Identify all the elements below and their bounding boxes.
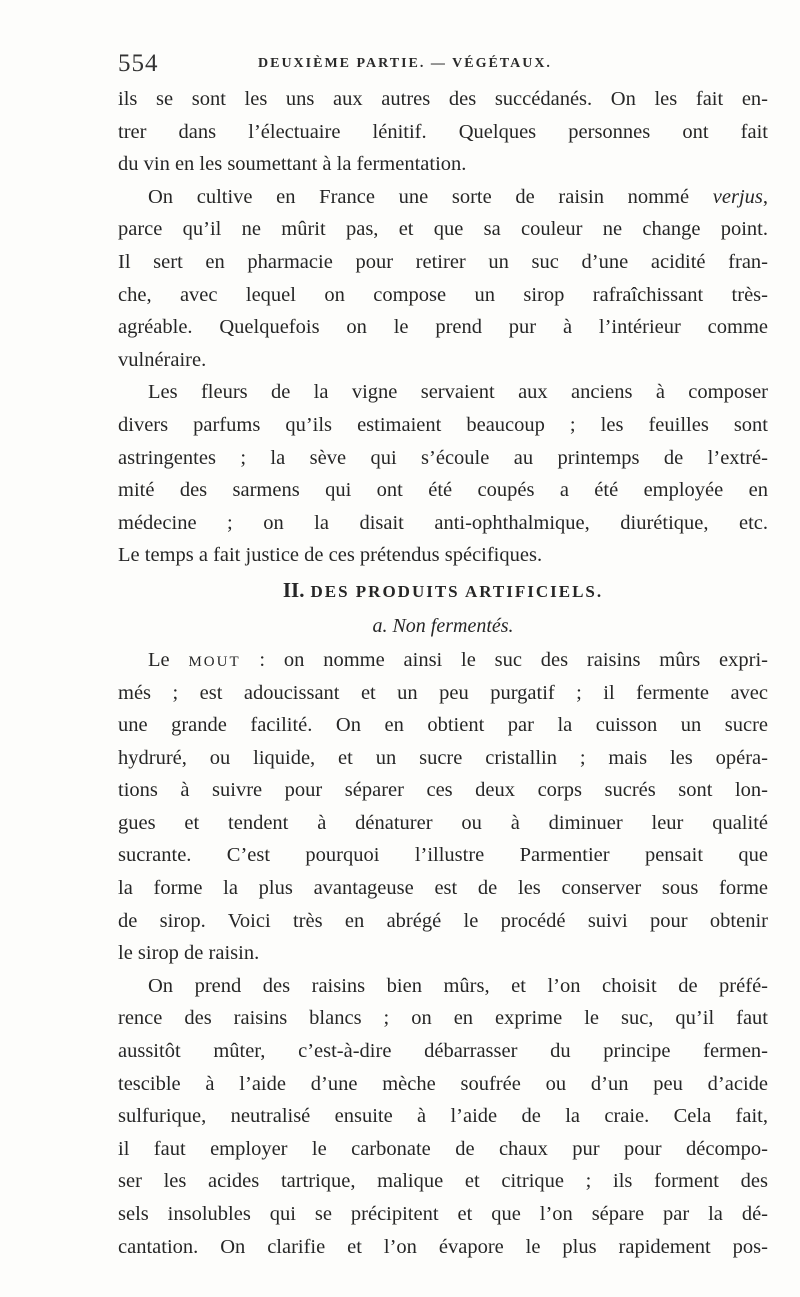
text-line: cantation. On clarifie et l’on évapore le plus rapidement pos-: [118, 1235, 768, 1258]
text-line: més ; est adoucissant et un peu purgatif ; il fermente avec: [118, 681, 768, 704]
text-line: sels insolubles qui se précipitent et que l’on sépare par la dé-: [118, 1203, 768, 1225]
running-title: DEUXIÈME PARTIE. — VÉGÉTAUX.: [258, 56, 552, 71]
text-line: divers parfums qu’ils estimaient beaucoup ; les feuilles sont: [118, 413, 768, 436]
text-run: ,: [762, 185, 769, 208]
running-head: [118, 50, 758, 80]
text-line: de sirop. Voici très en abrégé le procédé suivi pour obtenir: [118, 909, 768, 932]
text-line: ser les acides tartrique, malique et citrique ; ils forment des: [118, 1170, 768, 1193]
paragraph: [118, 644, 768, 970]
section-heading: [118, 572, 768, 608]
text-line: gues et tendent à dénaturer ou à diminuer leur qualité: [118, 811, 768, 834]
text-line: Les fleurs de la vigne servaient aux anciens à composer: [148, 381, 768, 404]
text-line: la forme la plus avantageuse est de les conserver sous forme: [118, 877, 768, 900]
text-line: astringentes ; la sève qui s’écoule au printemps de l’extré-: [118, 446, 768, 469]
text-line: trer dans l’électuaire lénitif. Quelques personnes ont fait: [118, 120, 768, 143]
text-line: médecine ; on la disait anti-ophthalmique, diurétique, etc.: [118, 511, 768, 534]
italic-term: verjus: [712, 185, 763, 208]
paragraph: [118, 181, 768, 377]
text-run: : on nomme ainsi le suc des raisins mûrs expri-: [259, 648, 769, 671]
text-line: tions à suivre pour séparer ces deux corps sucrés sont lon-: [118, 779, 768, 802]
text-line: aussitôt mûter, c’est-à-dire débarrasser du principe fermen-: [118, 1040, 768, 1063]
text-line: mité des sarmens qui ont été coupés a été employée en: [118, 479, 768, 502]
text-line: sulfurique, neutralisé ensuite à l’aide de la craie. Cela fait,: [118, 1105, 768, 1128]
text-line: Le temps a fait justice de ces prétendus spécifiques.: [118, 544, 543, 567]
section-title: DES PRODUITS ARTIFICIELS.: [310, 581, 604, 601]
text-line: Il sert en pharmacie pour retirer un suc d’une acidité fran-: [118, 250, 768, 273]
body-text: [118, 83, 768, 1263]
text-line: il faut employer le carbonate de chaux pur pour décompo-: [118, 1137, 768, 1160]
paragraph: [118, 970, 768, 1263]
sub-heading-letter: a.: [372, 614, 388, 637]
page-number: 554: [118, 50, 159, 77]
term-smallcaps: MOUT: [188, 653, 241, 670]
text-line: parce qu’il ne mûrit pas, et que sa couleur ne change point.: [118, 218, 768, 241]
text-line: vulnéraire.: [118, 348, 207, 371]
text-line: che, avec lequel on compose un sirop rafraîchissant très-: [118, 283, 768, 306]
sub-heading-title: Non fermentés.: [392, 614, 514, 637]
text-line: On prend des raisins bien mûrs, et l’on choisit de préfé-: [148, 974, 768, 997]
text-line: agréable. Quelquefois on le prend pur à l’intérieur comme: [118, 316, 768, 339]
text-run: On cultive en France une sorte de raisin nommé: [148, 185, 690, 208]
section-number: II.: [282, 577, 305, 602]
text-line: sucrante. C’est pourquoi l’illustre Parmentier pensait que: [118, 844, 768, 867]
text-line: une grande facilité. On en obtient par la cuisson un sucre: [118, 714, 768, 737]
text-line: rence des raisins blancs ; on en exprime le suc, qu’il faut: [118, 1007, 768, 1030]
text-line: [118, 181, 768, 214]
text-run: Le: [148, 648, 170, 671]
sub-heading: [118, 608, 768, 644]
text-line: hydruré, ou liquide, et un sucre cristallin ; mais les opéra-: [118, 746, 768, 769]
paragraph: [118, 83, 768, 181]
text-line: du vin en les soumettant à la fermentation.: [118, 153, 467, 176]
text-line: ils se sont les uns aux autres des succédanés. On les fait en-: [118, 88, 768, 110]
text-line: [118, 644, 768, 677]
text-line: tescible à l’aide d’une mèche soufrée ou d’un peu d’acide: [118, 1072, 768, 1095]
paragraph: [118, 376, 768, 572]
text-line: le sirop de raisin.: [118, 942, 260, 965]
